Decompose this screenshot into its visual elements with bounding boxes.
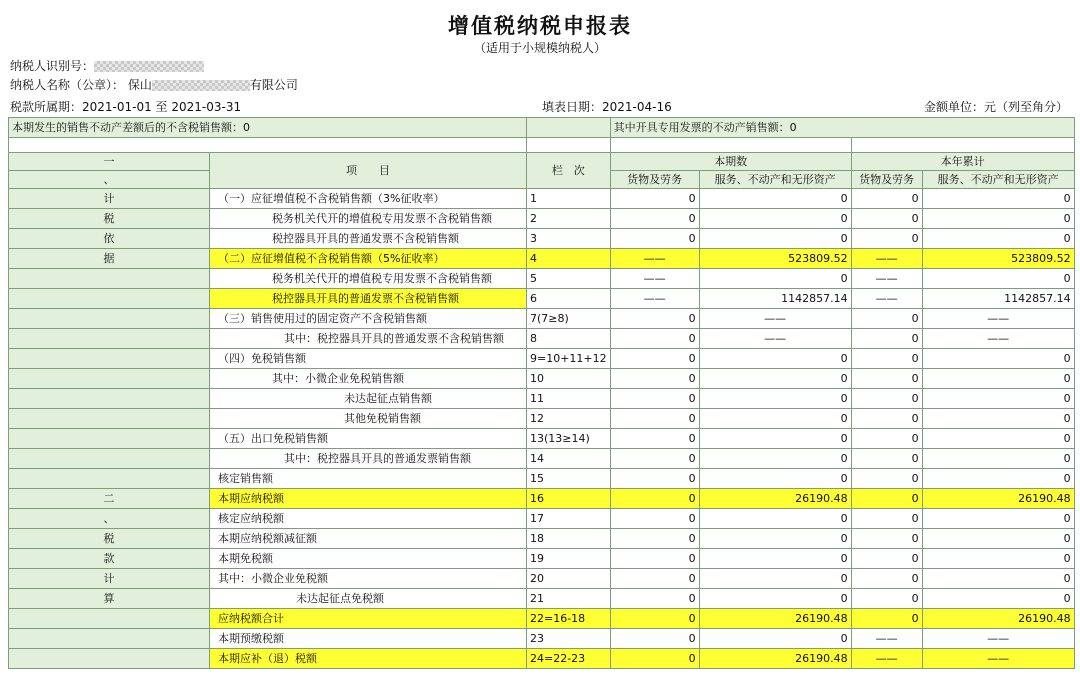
value-cell-c3: —— [851, 649, 922, 669]
value-cell-c1: —— [610, 249, 699, 269]
taxpayer-id-redacted [94, 61, 204, 72]
category-header-top: 一 [9, 153, 210, 171]
item-cell: 核定销售额 [210, 469, 527, 489]
value-cell-c4: —— [922, 649, 1074, 669]
value-cell-c3: 0 [851, 489, 922, 509]
value-cell-c1: 0 [610, 469, 699, 489]
item-cell: 本期免税额 [210, 549, 527, 569]
taxpayer-name-row [10, 76, 298, 93]
value-cell-c3: 0 [851, 589, 922, 609]
line-cell: 21 [527, 589, 611, 609]
value-cell-c1: 0 [610, 569, 699, 589]
table-row [9, 589, 1075, 609]
taxpayer-name-suffix: 有限公司 [249, 78, 298, 92]
amount-unit: 金额单位：元（列至角分） [923, 100, 1068, 114]
value-cell-c2: 0 [699, 449, 851, 469]
ytd-services-header: 服务、不动产和无形资产 [922, 171, 1074, 189]
value-cell-c1: —— [610, 289, 699, 309]
value-cell-c1: 0 [610, 409, 699, 429]
table-row [9, 429, 1075, 449]
value-cell-c4: 0 [922, 269, 1074, 289]
value-cell-c2: 0 [699, 189, 851, 209]
item-cell: 税控器具开具的普通发票不含税销售额 [210, 289, 527, 309]
value-cell-c3: 0 [851, 469, 922, 489]
value-cell-c4: 0 [922, 429, 1074, 449]
table-row [9, 629, 1075, 649]
category-cell [9, 629, 210, 649]
value-cell-c3: —— [851, 249, 922, 269]
line-cell: 9=10+11+12 [527, 349, 611, 369]
top-info-blank [527, 118, 611, 138]
item-cell: 本期应补（退）税额 [210, 649, 527, 669]
spacer-cell [527, 138, 611, 153]
value-cell-c3: 0 [851, 509, 922, 529]
taxpayer-name-label: 纳税人名称（公章）： [10, 78, 125, 92]
value-cell-c2: 0 [699, 629, 851, 649]
category-cell: 、 [9, 509, 210, 529]
line-cell: 16 [527, 489, 611, 509]
item-cell: 税控器具开具的普通发票不含税销售额 [210, 229, 527, 249]
value-cell-c4: —— [922, 629, 1074, 649]
value-cell-c4: 26190.48 [922, 609, 1074, 629]
line-cell: 22=16-18 [527, 609, 611, 629]
value-cell-c4: 0 [922, 569, 1074, 589]
value-cell-c3: 0 [851, 409, 922, 429]
line-cell: 13(13≥14) [527, 429, 611, 449]
item-cell: （五）出口免税销售额 [210, 429, 527, 449]
value-cell-c2: 1142857.14 [699, 289, 851, 309]
line-cell: 8 [527, 329, 611, 349]
category-cell: 计 [9, 189, 210, 209]
value-cell-c2: 0 [699, 529, 851, 549]
value-cell-c3: —— [851, 269, 922, 289]
line-cell: 3 [527, 229, 611, 249]
table-row [9, 249, 1075, 269]
item-cell: 应纳税额合计 [210, 609, 527, 629]
value-cell-c4: 0 [922, 389, 1074, 409]
item-cell: 其中：小微企业免税额 [210, 569, 527, 589]
value-cell-c1: 0 [610, 389, 699, 409]
value-cell-c1: 0 [610, 529, 699, 549]
line-cell: 5 [527, 269, 611, 289]
table-row [9, 509, 1075, 529]
value-cell-c1: 0 [610, 429, 699, 449]
category-cell: 二 [9, 489, 210, 509]
spacer-row [9, 138, 1075, 153]
value-cell-c1: 0 [610, 369, 699, 389]
taxpayer-name-redacted [152, 80, 250, 91]
category-cell [9, 349, 210, 369]
page-title: 增值税纳税申报表 [448, 14, 632, 38]
item-cell: 其中：小微企业免税销售额 [210, 369, 527, 389]
table-row [9, 409, 1075, 429]
category-cell [9, 409, 210, 429]
item-cell: （三）销售使用过的固定资产不含税销售额 [210, 309, 527, 329]
table-row [9, 329, 1075, 349]
category-cell [9, 389, 210, 409]
table-row [9, 369, 1075, 389]
item-cell: 本期预缴税额 [210, 629, 527, 649]
category-header-mid: 、 [9, 171, 210, 189]
taxpayer-id-label: 纳税人识别号： [10, 59, 95, 73]
value-cell-c4: 0 [922, 529, 1074, 549]
value-cell-c1: 0 [610, 609, 699, 629]
value-cell-c3: 0 [851, 529, 922, 549]
value-cell-c1: 0 [610, 589, 699, 609]
value-cell-c4: 523809.52 [922, 249, 1074, 269]
ytd-goods-header: 货物及劳务 [851, 171, 922, 189]
table-row [9, 289, 1075, 309]
value-cell-c1: 0 [610, 549, 699, 569]
line-cell: 2 [527, 209, 611, 229]
value-cell-c3: 0 [851, 389, 922, 409]
value-cell-c4: 26190.48 [922, 489, 1074, 509]
line-cell: 6 [527, 289, 611, 309]
table-row [9, 649, 1075, 669]
tax-return-table [8, 117, 1075, 669]
value-cell-c1: 0 [610, 349, 699, 369]
line-cell: 7(7≥8) [527, 309, 611, 329]
value-cell-c3: —— [851, 629, 922, 649]
value-cell-c2: —— [699, 309, 851, 329]
value-cell-c4: 0 [922, 469, 1074, 489]
line-cell: 20 [527, 569, 611, 589]
value-cell-c4: 1142857.14 [922, 289, 1074, 309]
current-services-header: 服务、不动产和无形资产 [699, 171, 851, 189]
value-cell-c2: 0 [699, 389, 851, 409]
value-cell-c2: 523809.52 [699, 249, 851, 269]
line-cell: 12 [527, 409, 611, 429]
value-cell-c1: 0 [610, 509, 699, 529]
value-cell-c2: 0 [699, 209, 851, 229]
value-cell-c2: 0 [699, 509, 851, 529]
value-cell-c2: 0 [699, 349, 851, 369]
value-cell-c2: 26190.48 [699, 649, 851, 669]
line-cell: 19 [527, 549, 611, 569]
value-cell-c1: —— [610, 269, 699, 289]
value-cell-c2: 0 [699, 569, 851, 589]
line-cell: 15 [527, 469, 611, 489]
value-cell-c3: 0 [851, 349, 922, 369]
category-cell: 据 [9, 249, 210, 269]
item-cell: 税务机关代开的增值税专用发票不含税销售额 [210, 269, 527, 289]
value-cell-c2: 26190.48 [699, 489, 851, 509]
value-cell-c3: 0 [851, 369, 922, 389]
header-row-1 [9, 153, 1075, 171]
value-cell-c2: 0 [699, 429, 851, 449]
item-cell: 其中：税控器具开具的普通发票不含税销售额 [210, 329, 527, 349]
value-cell-c4: 0 [922, 189, 1074, 209]
table-row [9, 529, 1075, 549]
value-cell-c2: 0 [699, 469, 851, 489]
category-cell [9, 369, 210, 389]
value-cell-c4: 0 [922, 449, 1074, 469]
value-cell-c3: 0 [851, 569, 922, 589]
line-cell: 1 [527, 189, 611, 209]
category-cell [9, 469, 210, 489]
value-cell-c1: 0 [610, 209, 699, 229]
line-cell: 24=22-23 [527, 649, 611, 669]
table-row [9, 449, 1075, 469]
value-cell-c3: 0 [851, 209, 922, 229]
fill-date: 填表日期：2021-04-16 [542, 100, 672, 114]
value-cell-c3: —— [851, 289, 922, 309]
value-cell-c3: 0 [851, 549, 922, 569]
page-subtitle: （适用于小规模纳税人） [473, 41, 606, 55]
line-cell: 10 [527, 369, 611, 389]
line-column-header: 栏 次 [527, 153, 611, 189]
value-cell-c1: 0 [610, 449, 699, 469]
value-cell-c2: 0 [699, 269, 851, 289]
value-cell-c1: 0 [610, 309, 699, 329]
table-row [9, 389, 1075, 409]
category-cell: 税 [9, 209, 210, 229]
top-info-left: 本期发生的销售不动产差额后的不含税销售额：0 [9, 118, 527, 138]
category-cell [9, 269, 210, 289]
value-cell-c2: 0 [699, 589, 851, 609]
item-cell: （四）免税销售额 [210, 349, 527, 369]
category-cell [9, 309, 210, 329]
category-cell [9, 649, 210, 669]
value-cell-c4: 0 [922, 209, 1074, 229]
value-cell-c4: 0 [922, 509, 1074, 529]
spacer-cell [851, 138, 1074, 153]
table-row [9, 489, 1075, 509]
value-cell-c2: 0 [699, 549, 851, 569]
tax-period: 税款所属期：2021-01-01 至 2021-03-31 [10, 100, 242, 114]
item-cell: 未达起征点免税额 [210, 589, 527, 609]
value-cell-c1: 0 [610, 629, 699, 649]
current-period-header: 本期数 [610, 153, 851, 171]
category-cell [9, 609, 210, 629]
value-cell-c4: —— [922, 309, 1074, 329]
value-cell-c3: 0 [851, 189, 922, 209]
table-row [9, 609, 1075, 629]
line-cell: 4 [527, 249, 611, 269]
top-info-right: 其中开具专用发票的不动产销售额：0 [610, 118, 1074, 138]
item-cell: 其他免税销售额 [210, 409, 527, 429]
table-row [9, 469, 1075, 489]
category-cell [9, 449, 210, 469]
taxpayer-name-prefix: 保山 [127, 78, 152, 92]
value-cell-c1: 0 [610, 229, 699, 249]
value-cell-c2: 26190.48 [699, 609, 851, 629]
line-cell: 14 [527, 449, 611, 469]
value-cell-c4: 0 [922, 349, 1074, 369]
table-row [9, 209, 1075, 229]
item-cell: （二）应征增值税不含税销售额（5%征收率） [210, 249, 527, 269]
line-cell: 11 [527, 389, 611, 409]
category-cell [9, 429, 210, 449]
value-cell-c2: —— [699, 329, 851, 349]
value-cell-c3: 0 [851, 429, 922, 449]
item-cell: 本期应纳税额减征额 [210, 529, 527, 549]
category-cell: 计 [9, 569, 210, 589]
value-cell-c1: 0 [610, 189, 699, 209]
value-cell-c4: 0 [922, 549, 1074, 569]
taxpayer-id-row [10, 57, 204, 74]
table-row [9, 549, 1075, 569]
value-cell-c2: 0 [699, 229, 851, 249]
item-cell: 未达起征点销售额 [210, 389, 527, 409]
line-cell: 23 [527, 629, 611, 649]
line-cell: 17 [527, 509, 611, 529]
current-goods-header: 货物及劳务 [610, 171, 699, 189]
value-cell-c1: 0 [610, 489, 699, 509]
value-cell-c4: 0 [922, 409, 1074, 429]
table-row [9, 269, 1075, 289]
spacer-cell [610, 138, 851, 153]
value-cell-c3: 0 [851, 329, 922, 349]
category-cell: 款 [9, 549, 210, 569]
value-cell-c2: 0 [699, 369, 851, 389]
table-row [9, 309, 1075, 329]
value-cell-c4: 0 [922, 369, 1074, 389]
item-cell: 核定应纳税额 [210, 509, 527, 529]
spacer-cell [9, 138, 527, 153]
value-cell-c1: 0 [610, 329, 699, 349]
item-column-header: 项 目 [210, 153, 527, 189]
value-cell-c2: 0 [699, 409, 851, 429]
table-row [9, 229, 1075, 249]
item-cell: 其中：税控器具开具的普通发票销售额 [210, 449, 527, 469]
value-cell-c3: 0 [851, 309, 922, 329]
value-cell-c3: 0 [851, 449, 922, 469]
value-cell-c3: 0 [851, 609, 922, 629]
line-cell: 18 [527, 529, 611, 549]
table-row [9, 189, 1075, 209]
value-cell-c4: 0 [922, 589, 1074, 609]
category-cell [9, 289, 210, 309]
table-row [9, 569, 1075, 589]
category-cell: 算 [9, 589, 210, 609]
item-cell: 税务机关代开的增值税专用发票不含税销售额 [210, 209, 527, 229]
value-cell-c1: 0 [610, 649, 699, 669]
category-cell: 依 [9, 229, 210, 249]
category-cell: 税 [9, 529, 210, 549]
ytd-header: 本年累计 [851, 153, 1074, 171]
value-cell-c3: 0 [851, 229, 922, 249]
value-cell-c4: —— [922, 329, 1074, 349]
value-cell-c4: 0 [922, 229, 1074, 249]
category-cell [9, 329, 210, 349]
top-info-row [9, 118, 1075, 138]
table-row [9, 349, 1075, 369]
item-cell: 本期应纳税额 [210, 489, 527, 509]
item-cell: （一）应征增值税不含税销售额（3%征收率） [210, 189, 527, 209]
